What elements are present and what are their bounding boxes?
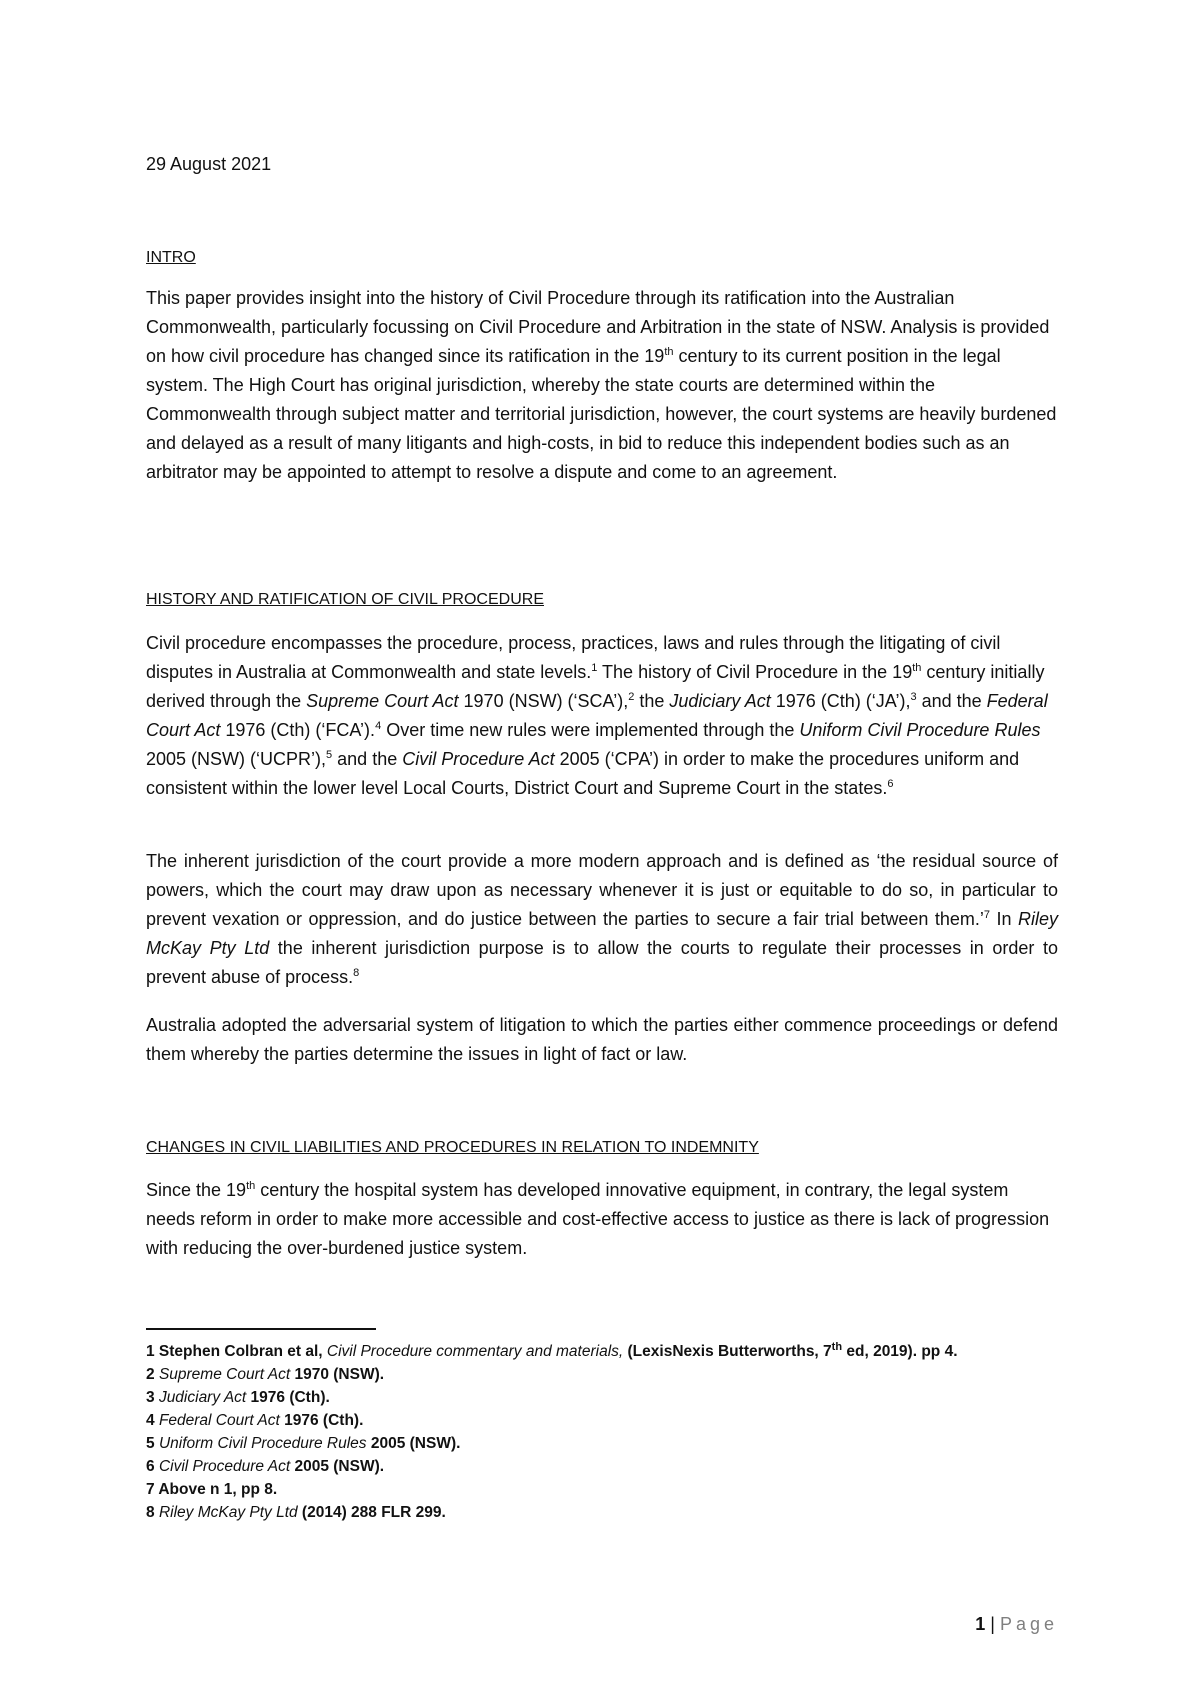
- history-paragraph-1: [146, 629, 1058, 803]
- ordinal-sup: th: [912, 662, 922, 674]
- act-title: Judiciary Act: [158, 1389, 247, 1406]
- text-run: The inherent jurisdiction of the court provide a more modern approach and is defined as ‘the residual source of powers, which the court may draw upon as necessary whenever it is just or equitable to do so, in particular to prevent vexation or oppression, and do justice between the parties to secure a fair trial between them.’: [146, 851, 1058, 929]
- act-title: Judiciary Act: [669, 691, 771, 711]
- footnote-8: [146, 1501, 1058, 1524]
- intro-text-a: This paper provides insight into the history of Civil Procedure through its ratification into the Australian Commonwealth, particularly focussing on Civil Procedure and Arbitration in the state of NSW. Analysis is provided on how civil procedure has changed since its ratification in the 19: [146, 288, 1050, 366]
- text-run: Over time new rules were implemented through the: [381, 720, 800, 740]
- act-title: Supreme Court Act: [158, 1366, 291, 1383]
- text-run: century the hospital system has developed innovative equipment, in contrary, the legal system needs reform in order to make more accessible and cost-effective access to justice as there is lack of progression with reducing the over-burdened justice system.: [146, 1180, 1050, 1258]
- text-run: 1976 (Cth) (‘JA’),: [770, 691, 911, 711]
- text-run: the: [634, 691, 670, 711]
- footer-separator: |: [990, 1614, 995, 1634]
- text-run: century initially derived through the: [146, 662, 1045, 711]
- text-run: and the: [916, 691, 987, 711]
- text-run: 1970 (NSW).: [290, 1366, 385, 1383]
- act-title: Federal Court Act: [146, 691, 1048, 740]
- page-label: Page: [999, 1614, 1058, 1634]
- footnote-ref-6: 6: [887, 778, 894, 790]
- act-title: Civil Procedure Act: [402, 749, 555, 769]
- ordinal-sup: th: [831, 1340, 843, 1353]
- text-run: Since the 19: [146, 1180, 247, 1200]
- text-run: 2005 (NSW) (‘UCPR’),: [146, 749, 327, 769]
- text-run: 1976 (Cth) (‘FCA’).: [220, 720, 376, 740]
- page-number: 1: [975, 1614, 986, 1634]
- act-title: Civil Procedure Act: [158, 1458, 291, 1475]
- text-run: 2005 (NSW).: [366, 1435, 461, 1452]
- footnotes: [146, 1340, 1058, 1524]
- footnote-number: 3: [146, 1389, 159, 1406]
- footnote-7: 7 Above n 1, pp 8.: [146, 1481, 278, 1498]
- text-run: 2005 (NSW).: [290, 1458, 385, 1475]
- text-run: (LexisNexis Butterworths, 7: [623, 1343, 832, 1360]
- text-run: ed, 2019). pp 4.: [842, 1343, 958, 1360]
- act-title: Uniform Civil Procedure Rules: [799, 720, 1041, 740]
- page-footer: [975, 1612, 1058, 1636]
- footnote-number: 4: [146, 1412, 159, 1429]
- intro-heading: INTRO: [146, 249, 196, 266]
- text-run: 1 Stephen Colbran et al,: [146, 1343, 327, 1360]
- document-date: 29 August 2021: [146, 154, 272, 174]
- case-name: Riley McKay Pty Ltd: [146, 909, 1059, 958]
- act-title: Federal Court Act: [158, 1412, 280, 1429]
- footnote-ref-1: 1: [591, 662, 598, 674]
- text-run: 1976 (Cth).: [246, 1389, 330, 1406]
- footnote-ref-5: 5: [326, 749, 333, 761]
- footnote-ref-8: 8: [353, 967, 360, 979]
- intro-paragraph: [146, 284, 1058, 487]
- text-run: (2014) 288 FLR 299.: [297, 1504, 446, 1521]
- changes-paragraph: [146, 1176, 1058, 1263]
- footnote-6: [146, 1455, 1058, 1478]
- case-name: Riley McKay Pty Ltd: [158, 1504, 298, 1521]
- footnote-4: [146, 1409, 1058, 1432]
- text-run: 2005 (‘CPA’) in order to make the procedures uniform and consistent within the lower level Local Courts, District Court and Supreme Court in the states.: [146, 749, 1020, 798]
- footnote-ref-2: 2: [628, 691, 635, 703]
- text-run: 1970 (NSW) (‘SCA’),: [458, 691, 629, 711]
- footnote-3: [146, 1386, 1058, 1409]
- footnote-number: 5: [146, 1435, 159, 1452]
- intro-text-b: century to its current position in the legal system. The High Court has original jurisdiction, whereby the state courts are determined within the Commonwealth through subject matter and territorial jurisdiction, however, the court systems are heavily burdened and delayed as a result of many litigants and high-costs, in bid to reduce this independent bodies such as an arbitrator may be appointed to attempt to resolve a dispute and come to an agreement.: [146, 346, 1057, 482]
- text-run: and the: [332, 749, 403, 769]
- footnote-number: 8: [146, 1504, 159, 1521]
- ordinal-sup: th: [246, 1180, 256, 1192]
- history-heading: HISTORY AND RATIFICATION OF CIVIL PROCEDURE: [146, 591, 544, 608]
- book-title: Civil Procedure commentary and materials,: [326, 1343, 624, 1360]
- text-run: 1976 (Cth).: [279, 1412, 364, 1429]
- footnote-2: [146, 1363, 1058, 1386]
- history-paragraph-2: [146, 847, 1058, 992]
- footnote-ref-3: 3: [910, 691, 917, 703]
- intro-sup: th: [664, 346, 674, 358]
- footnote-ref-4: 4: [375, 720, 382, 732]
- history-paragraph-3: Australia adopted the adversarial system of litigation to which the parties either commence proceedings or defend them whereby the parties determine the issues in light of fact or law.: [146, 1015, 1058, 1064]
- text-run: Civil procedure encompasses the procedure, process, practices, laws and rules through the litigating of civil disputes in Australia at Commonwealth and state levels.: [146, 633, 1001, 682]
- text-run: the inherent jurisdiction purpose is to allow the courts to regulate their processes in order to prevent abuse of process.: [146, 938, 1058, 987]
- changes-heading: CHANGES IN CIVIL LIABILITIES AND PROCEDURES IN RELATION TO INDEMNITY: [146, 1139, 759, 1156]
- footnote-5: [146, 1432, 1058, 1455]
- footnote-ref-7: 7: [983, 909, 991, 921]
- act-title: Uniform Civil Procedure Rules: [158, 1435, 367, 1452]
- footnote-number: 6: [146, 1458, 159, 1475]
- footnote-1: [146, 1340, 1058, 1363]
- text-run: The history of Civil Procedure in the 19: [597, 662, 913, 682]
- footnote-separator: [146, 1328, 376, 1330]
- text-run: In: [990, 909, 1018, 929]
- footnote-number: 2: [146, 1366, 159, 1383]
- act-title: Supreme Court Act: [306, 691, 459, 711]
